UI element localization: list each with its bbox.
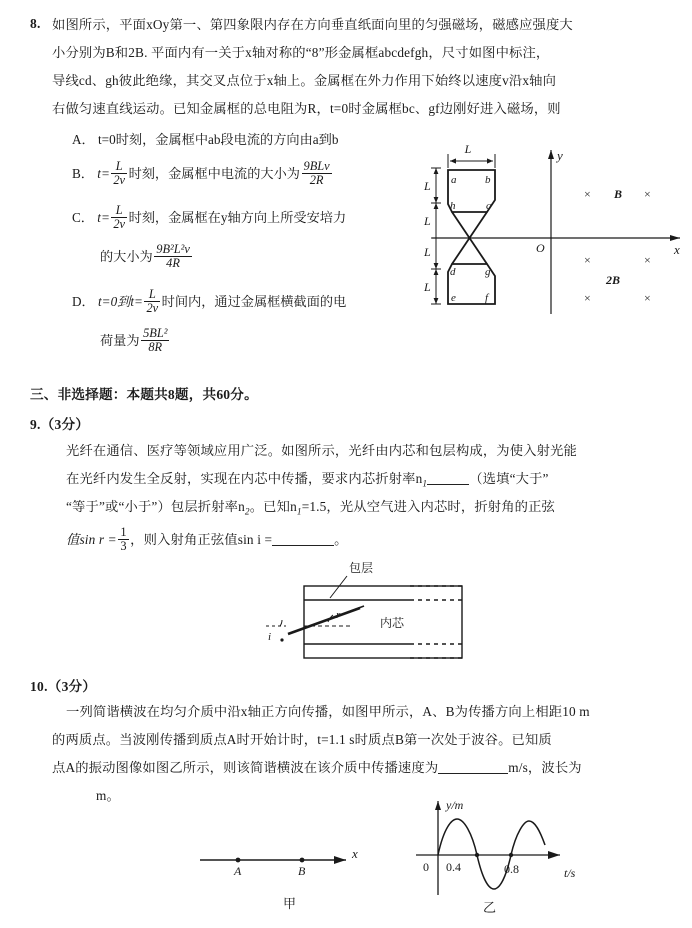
option-d-fraction-2: $\frac{\text{5BL²}}{8R}$ <box>143 326 168 355</box>
svg-text:×: × <box>644 187 651 201</box>
option-c-fraction-1: $\frac{L}{2v}$ <box>113 203 126 232</box>
svg-text:e: e <box>451 292 456 304</box>
question-8-option-c-line2 <box>100 243 193 271</box>
option-a-text: t=0时刻，金属框中ab段电流的方向由a到b <box>98 132 339 147</box>
question-10-line-3 <box>52 759 582 777</box>
option-b-pre: t= <box>97 165 110 181</box>
question-9-points: （3分） <box>40 417 90 432</box>
question-10-number <box>30 675 96 695</box>
question-8-option-d-line2 <box>100 327 171 355</box>
cladding-label: 包层 <box>349 561 374 575</box>
question-9-fraction-sin-r: $\frac{1}{3}$ <box>120 525 127 554</box>
svg-text:b: b <box>485 174 491 186</box>
question-10-num-text: 10. <box>30 679 48 694</box>
question-9-line4-b: ，则入射角正弦值sin i = <box>130 531 273 547</box>
svg-text:L: L <box>464 142 472 156</box>
svg-text:x: x <box>674 242 680 257</box>
question-9-line3-b: 。已知n <box>249 499 297 514</box>
option-d-line2-pre: 荷量为 <box>100 332 140 348</box>
question-10-line3-a: 点A的振动图像如图乙所示，则该简谐横波在该介质中传播速度为 <box>52 760 439 775</box>
x-axis-label-yi: t/s <box>564 866 576 880</box>
option-d-label: D． <box>72 293 95 309</box>
option-b-fraction-2: $\frac{\text{9BLv}}{2R}$ <box>303 159 330 188</box>
figure-vibration-graph-yi <box>412 793 612 903</box>
option-b-mid: 时刻，金属框中电流的大小为 <box>128 165 300 181</box>
option-c-mid: 时刻，金属框在y轴方向上所受安培力 <box>128 209 347 225</box>
question-9-line2-a: 在光纤内发生全反射，实现在内芯中传播，要求内芯折射率n <box>66 471 423 486</box>
question-10-points: （3分） <box>47 679 97 694</box>
answer-blank-sin-i[interactable] <box>272 533 334 546</box>
question-9-line-2 <box>66 470 549 494</box>
option-d-mid: 时间内，通过金属框横截面的电 <box>161 293 347 309</box>
point-b-label: B <box>298 864 306 878</box>
svg-text:×: × <box>584 187 591 201</box>
figure-8-magnetic-field <box>412 142 692 317</box>
question-10-line3-b: m/s，波长为 <box>508 760 582 775</box>
svg-text:×: × <box>644 253 651 267</box>
option-d-pre: t=0到t= <box>98 293 143 309</box>
question-9-line2-b: （选填“大于” <box>469 471 549 486</box>
option-b-fraction-1: $\frac{L}{2v}$ <box>113 159 126 188</box>
question-8-option-c <box>72 204 346 232</box>
option-c-line2-pre: 的大小为 <box>100 248 153 264</box>
svg-text:y: y <box>557 148 563 163</box>
option-c-label: C． <box>72 209 94 225</box>
tick-label-0-8: 0.8 <box>504 862 519 876</box>
question-9-line4-a: 值sin r = <box>66 531 117 547</box>
question-9-line-3 <box>66 498 555 522</box>
question-9-line-4 <box>66 526 348 554</box>
svg-text:L: L <box>424 214 431 228</box>
question-10-line-2: 的两质点。当波刚传播到质点A时开始计时，t=1.1 s时质点B第一次处于波谷。已知质 <box>52 732 552 747</box>
figure-caption-yi: 乙 <box>483 900 498 915</box>
y-axis-label-yi: y/m <box>446 798 464 812</box>
question-8-body-line-2: 小分别为B和2B. 平面内有一关于x轴对称的“8”形金属框abcdefgh，尺寸如图中标注， <box>52 45 550 60</box>
answer-blank-n1-comparison[interactable] <box>427 472 469 485</box>
question-8-number: 8. <box>30 16 41 31</box>
question-9-line3-a: “等于”或“小于”）包层折射率n <box>66 499 245 514</box>
figure-wave-axis-jia <box>190 843 380 885</box>
question-9-line4-c: 。 <box>334 531 348 547</box>
question-9-n2-subscript: 2 <box>244 507 250 518</box>
svg-text:×: × <box>644 291 651 305</box>
question-8-option-d <box>72 288 346 316</box>
question-9-num-text: 9. <box>30 417 41 432</box>
svg-text:2B: 2B <box>606 273 621 287</box>
option-c-pre: t= <box>97 209 110 225</box>
svg-text:L: L <box>424 179 431 193</box>
option-c-fraction-2: $\frac{\text{9B²L²v}}{4R}$ <box>156 242 190 271</box>
question-9-line3-c: =1.5，光从空气进入内芯时，折射角的正弦 <box>301 499 556 514</box>
svg-text:B: B <box>614 187 623 201</box>
core-label: 内芯 <box>380 616 405 630</box>
svg-text:L: L <box>424 245 431 259</box>
question-8-option-a <box>72 131 338 149</box>
svg-text:c: c <box>486 200 491 212</box>
question-8-body-line-3: 导线cd、gh彼此绝缘，其交叉点位于x轴上。金属框在外力作用下始终以速度v沿x轴向 <box>52 73 557 88</box>
option-a-label: A． <box>72 132 95 147</box>
question-9-n1-subscript: 1 <box>422 479 428 490</box>
svg-text:×: × <box>584 253 591 267</box>
question-9-number <box>30 413 89 433</box>
figure-caption-jia: 甲 <box>283 896 298 911</box>
svg-text:a: a <box>451 174 457 186</box>
point-a-label: A <box>234 864 242 878</box>
question-8-option-b <box>72 160 333 188</box>
svg-text:L: L <box>424 280 431 294</box>
question-8-body-line-1: 如图所示，平面xOy第一、第四象限内存在方向垂直纸面向里的匀强磁场，磁感应强度大 <box>52 17 573 32</box>
svg-text:g: g <box>485 266 491 278</box>
origin-label-yi: 0 <box>423 860 429 874</box>
svg-text:d: d <box>450 266 456 278</box>
option-d-fraction-1: $\frac{L}{2v}$ <box>146 287 159 316</box>
svg-text:h: h <box>450 200 456 212</box>
tick-label-0-4: 0.4 <box>446 860 461 874</box>
svg-text:f: f <box>485 292 489 304</box>
option-b-label: B． <box>72 165 94 181</box>
incident-angle-label: i <box>268 631 272 643</box>
svg-text:×: × <box>584 291 591 305</box>
question-10-line-1: 一列简谐横波在均匀介质中沿x轴正方向传播，如图甲所示，A、B为传播方向上相距10 m <box>66 704 590 719</box>
refraction-angle-label: r <box>336 609 341 621</box>
figure-optical-fiber <box>252 556 582 666</box>
svg-text:O: O <box>536 241 545 255</box>
question-8-body-line-4: 右做匀速直线运动。已知金属框的总电阻为R，t=0时金属框bc、gf边刚好进入磁场，则 <box>52 101 561 116</box>
question-9-line-1: 光纤在通信、医疗等领域应用广泛。如图所示，光纤由内芯和包层构成，为使入射光能 <box>66 443 577 458</box>
section-3-heading: 三、非选择题：本题共8题，共60分。 <box>30 387 258 402</box>
question-9-n1b-subscript: 1 <box>296 507 302 518</box>
answer-blank-wave-speed[interactable] <box>438 761 508 774</box>
question-10-line-4: m。 <box>96 788 120 803</box>
x-axis-label-jia: x <box>352 846 358 861</box>
